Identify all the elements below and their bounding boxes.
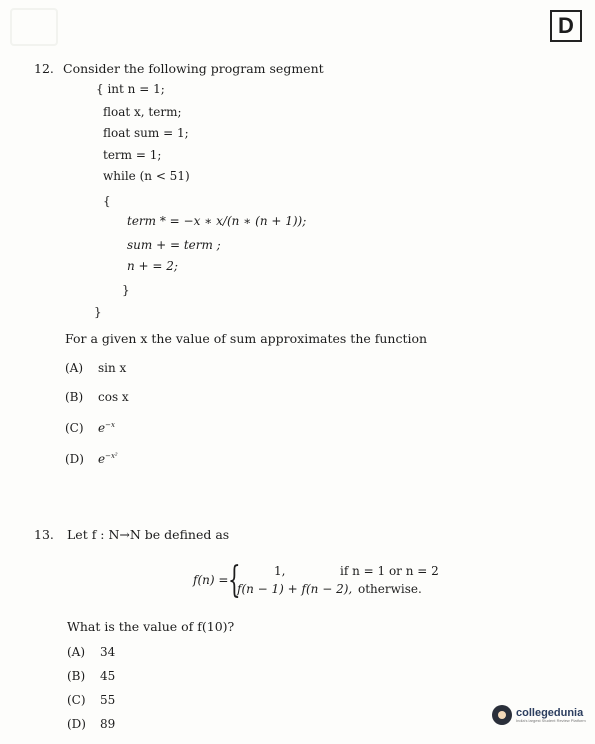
q13-question: What is the value of f(10)?	[67, 619, 235, 634]
q12-option-d-label: (D)	[65, 452, 84, 466]
code-line-7: term * = −x ∗ x/(n ∗ (n + 1));	[127, 214, 307, 228]
q12-option-c-label: (C)	[65, 421, 84, 435]
logo-tagline: India's largest Student Review Platform	[516, 718, 586, 723]
q12-option-d-text	[98, 452, 118, 466]
q13-stem: Let f : N→N be defined as	[67, 527, 230, 542]
q13-option-c-text: 55	[100, 693, 116, 707]
code-line-6: {	[103, 194, 111, 208]
q12-option-a-text: sin x	[98, 361, 127, 375]
q13-option-c-label: (C)	[67, 693, 86, 707]
option-d-exponent: −x²	[105, 452, 118, 460]
code-line-5: while (n < 51)	[103, 169, 190, 183]
q13-option-b-label: (B)	[67, 669, 86, 683]
logo-text-block	[516, 707, 586, 723]
option-c-exponent: −x	[105, 421, 115, 429]
collegedunia-mascot-icon	[492, 705, 512, 725]
q13-case1-condition: if n = 1 or n = 2	[340, 564, 439, 578]
q13-option-a-label: (A)	[67, 645, 86, 659]
code-line-9: n + = 2;	[127, 259, 178, 273]
option-c-base: e	[98, 421, 106, 435]
q13-option-a-text: 34	[100, 645, 116, 659]
q12-option-a-label: (A)	[65, 361, 84, 375]
q12-number: 12.	[34, 61, 54, 76]
faded-corner-mark	[10, 8, 58, 46]
logo-brand-name: collegedunia	[516, 707, 584, 719]
q12-option-b-label: (B)	[65, 390, 84, 404]
code-line-1: { int n = 1;	[96, 82, 165, 96]
q13-case1-value: 1,	[274, 564, 286, 578]
q12-question: For a given x the value of sum approximates the function	[65, 331, 428, 346]
code-line-4: term = 1;	[103, 148, 162, 162]
q13-function-lhs: f(n) =	[193, 573, 229, 587]
q13-case2-value: f(n − 1) + f(n − 2),	[237, 582, 353, 596]
q12-option-c-text	[98, 421, 115, 435]
code-line-2: float x, term;	[103, 105, 182, 119]
code-line-8: sum + = term ;	[127, 238, 221, 252]
q13-option-b-text: 45	[100, 669, 116, 683]
code-line-3: float sum = 1;	[103, 126, 189, 140]
q13-number: 13.	[34, 527, 54, 542]
code-line-10: }	[122, 283, 130, 297]
q12-option-b-text: cos x	[98, 390, 129, 404]
q13-option-d-text: 89	[100, 717, 116, 731]
q13-case2-condition: otherwise.	[358, 582, 422, 596]
q12-stem: Consider the following program segment	[63, 61, 324, 76]
code-line-11: }	[94, 305, 102, 319]
q13-option-d-label: (D)	[67, 717, 86, 731]
question-set-code: D	[550, 10, 582, 42]
piecewise-brace: {	[228, 560, 241, 601]
collegedunia-logo	[492, 705, 586, 725]
option-d-base: e	[98, 452, 106, 466]
